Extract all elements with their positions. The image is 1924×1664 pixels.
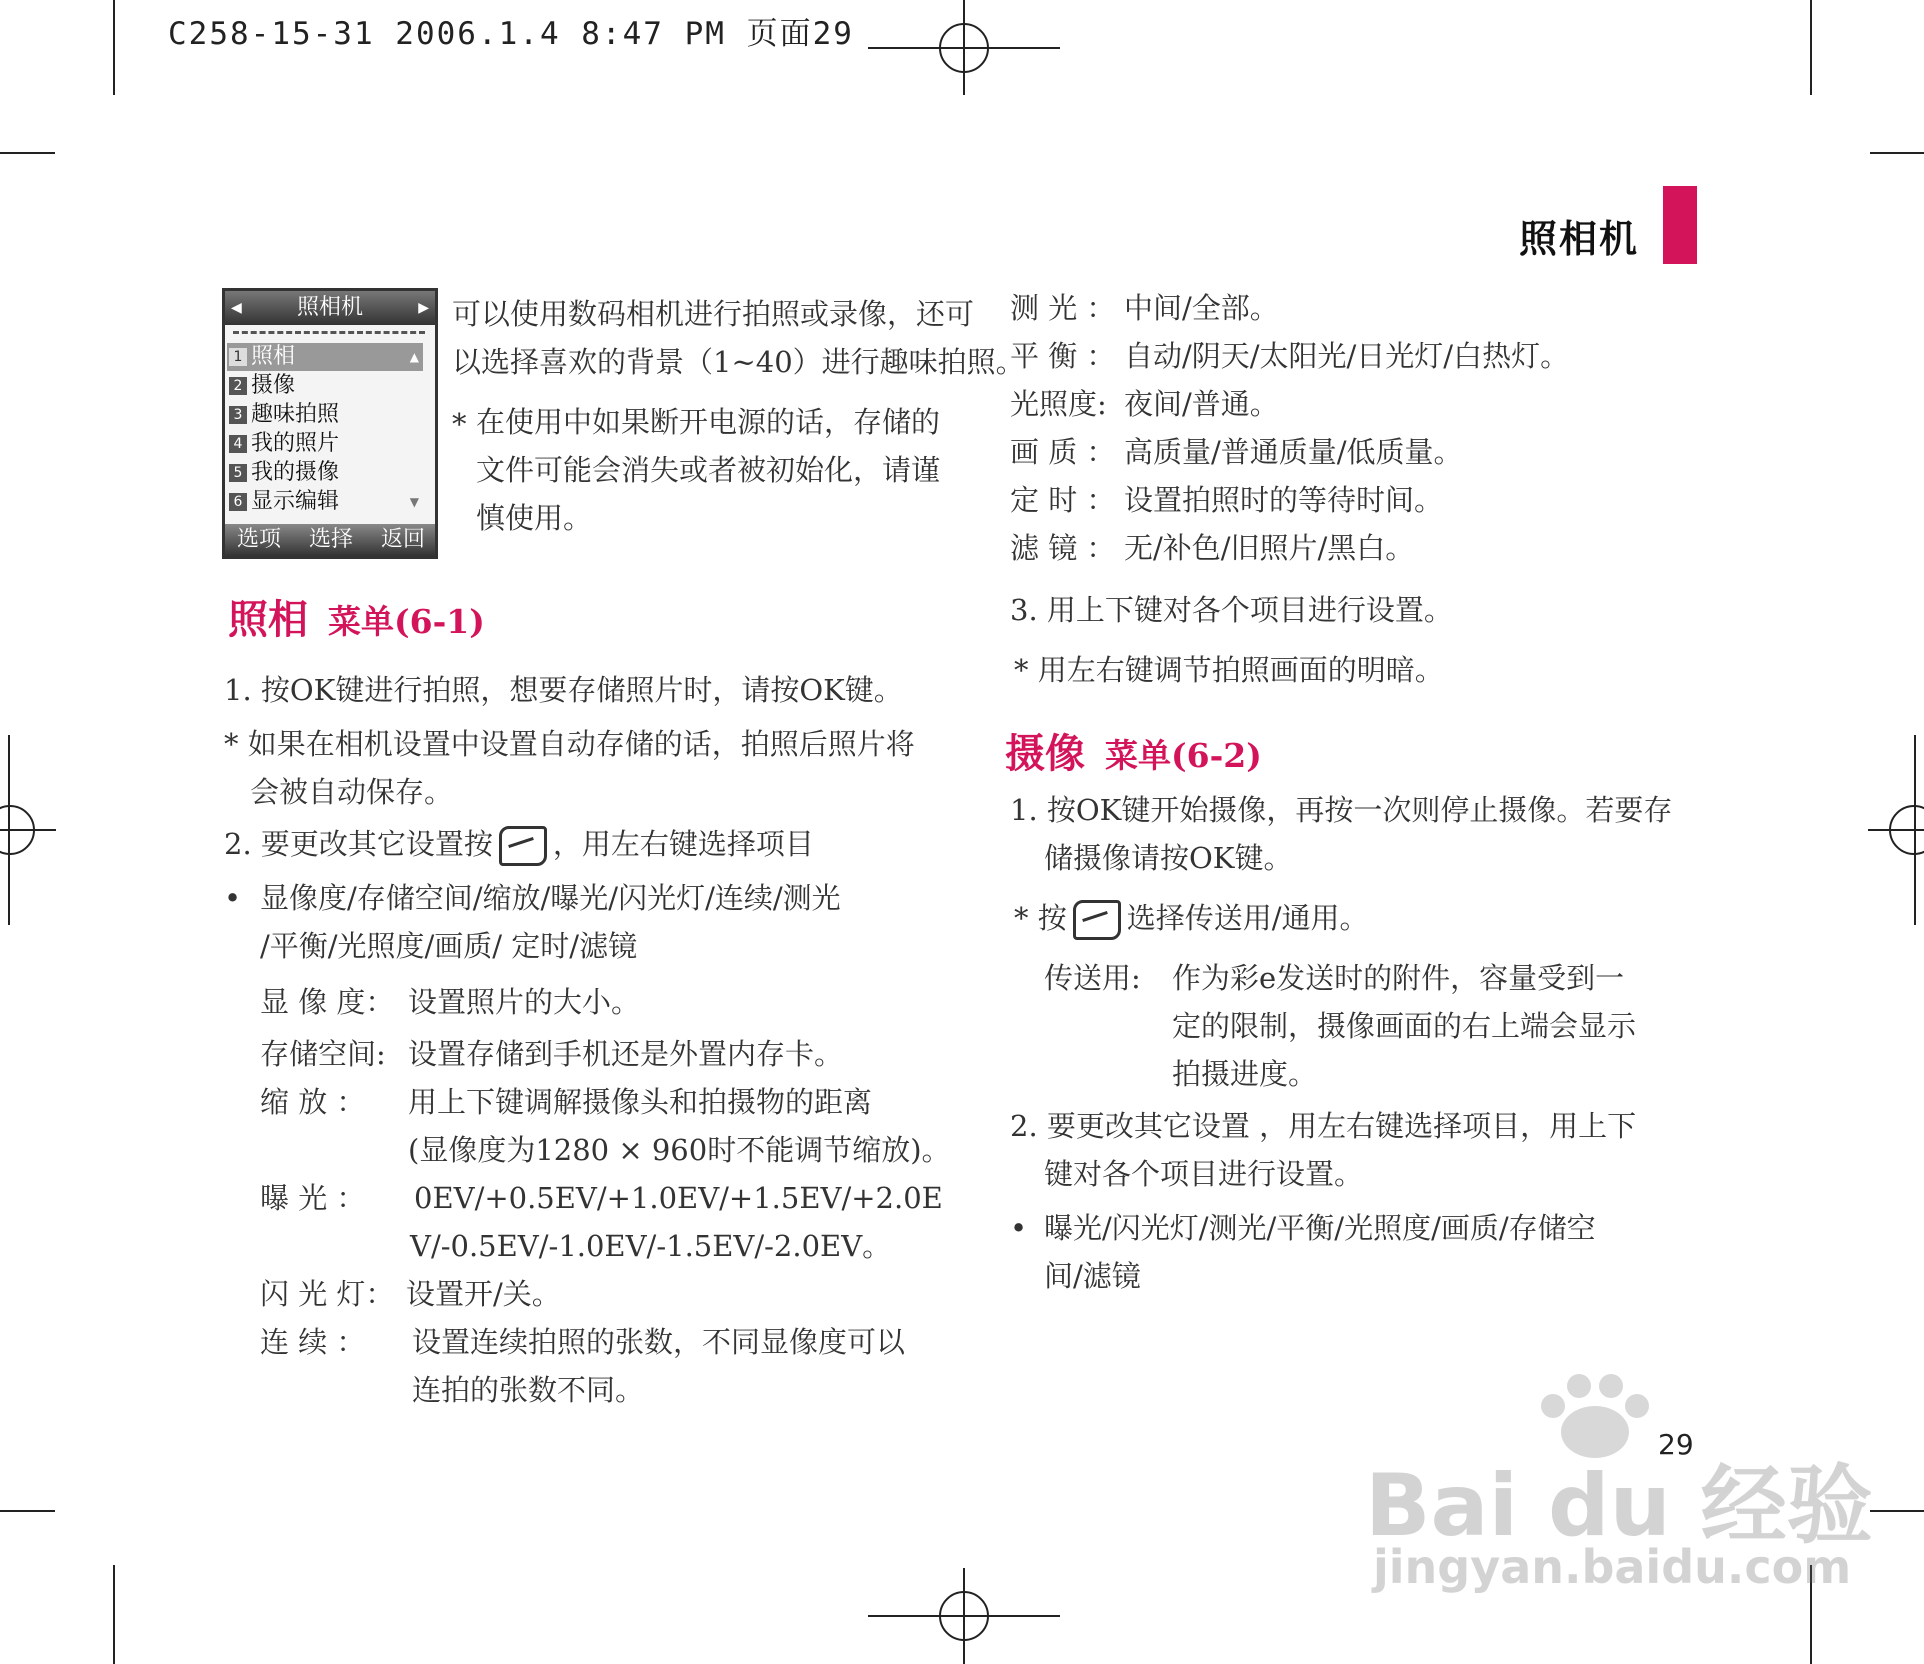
video-step-1: 1. 按OK键开始摄像，再按一次则停止摄像。若要存 [1010,793,1673,827]
def-value: 设置照片的大小。 [408,985,641,1019]
def-value: 定的限制，摄像画面的右上端会显示 [1172,1009,1637,1043]
photo-note-line: 会被自动保存。 [250,775,454,809]
def-value: 用上下键调解摄像头和拍摄物的距离 [408,1085,873,1119]
softkey-back: 返回 [380,527,425,552]
photo-step-3: 3. 用上下键对各个项目进行设置。 [1010,593,1453,627]
video-step-1: 储摄像请按OK键。 [1044,841,1293,875]
def-value: 夜间/普通。 [1124,387,1279,421]
photo-section-heading: 照相 菜单(6-1) [228,597,485,643]
intro-line: 以选择喜欢的背景（1~40）进行趣味拍照。 [452,345,1025,379]
phone-menu-title: 照相机 [225,291,435,325]
video-step-2: 键对各个项目进行设置。 [1044,1157,1364,1191]
def-value: 自动/阴天/太阳光/日光灯/白热灯。 [1124,339,1570,373]
def-value: 无/补色/旧照片/黑白。 [1124,531,1415,565]
watermark-brand: Bai du 经验 [1365,1456,1873,1556]
def-term: 平 衡 ： [1010,339,1116,373]
phone-menu-item: 3 趣味拍照 [227,401,423,429]
def-term: 光照度: [1010,387,1107,421]
photo-note-line: * 如果在相机设置中设置自动存储的话，拍照后照片将 [224,727,915,761]
def-value: 连拍的张数不同。 [412,1373,645,1407]
settings-list-line: 曝光/闪光灯/测光/平衡/光照度/画质/存储空 [1044,1211,1596,1245]
scroll-down-icon: ▼ [409,495,419,509]
def-value: 设置连续拍照的张数，不同显像度可以 [412,1325,906,1359]
softkey-options: 选项 [237,527,282,552]
def-value: 设置开/关。 [406,1277,561,1311]
settings-list-line: /平衡/光照度/画质/ 定时/滤镜 [260,929,638,963]
bullet-icon: • [224,881,242,915]
def-value: (显像度为1280 × 960时不能调节缩放)。 [408,1133,951,1167]
video-step-2: 2. 要更改其它设置 ，用左右键选择项目，用上下 [1010,1109,1637,1143]
def-term: 定 时 ： [1010,483,1116,517]
section-title: 照相机 [1518,217,1639,261]
phone-menu-divider [233,331,425,340]
phone-softkey-bar [225,524,435,556]
phone-menu-item: 5 我的摄像 [227,459,423,487]
def-value: 拍摄进度。 [1172,1057,1318,1091]
bullet-icon: • [1010,1211,1028,1245]
photo-step-1: 1. 按OK键进行拍照，想要存储照片时，请按OK键。 [224,673,903,707]
registration-mark-top [868,0,1060,95]
def-term: 曝 光 ： [260,1181,366,1215]
def-value: 设置拍照时的等待时间。 [1124,483,1444,517]
softkey-select: 选择 [309,527,354,552]
intro-note-line: 在使用中如果断开电源的话，存储的 [476,405,941,439]
function-key-icon [1073,900,1121,940]
page-number: 29 [1658,1428,1694,1461]
phone-menu-screenshot [222,288,438,559]
def-term: 显 像 度： [260,985,395,1019]
def-term: 存储空间: [260,1037,386,1071]
photo-step-2: 2. 要更改其它设置按 ，用左右键选择项目 [224,820,814,868]
right-arrow-icon: ▶ [418,300,429,316]
def-term: 传送用: [1044,961,1141,995]
def-term: 连 续 ： [260,1325,366,1359]
settings-list-line: 显像度/存储空间/缩放/曝光/闪光灯/连续/测光 [260,881,841,915]
note-mark: * [452,407,467,441]
phone-menu-item: 4 我的照片 [227,430,423,458]
def-term: 滤 镜 ： [1010,531,1116,565]
settings-list-line: 间/滤镜 [1044,1259,1141,1293]
def-value: 0EV/+0.5EV/+1.0EV/+1.5EV/+2.0E [414,1181,943,1215]
phone-menu-item: 2 摄像 [227,372,423,400]
registration-mark-left [0,780,56,880]
registration-mark-right [1868,780,1924,880]
registration-mark-bottom [868,1568,1060,1664]
def-value: 设置存储到手机还是外置内存卡。 [408,1037,844,1071]
print-imprint: C258-15-31 2006.1.4 8:47 PM 页面29 [168,16,854,52]
video-note: * 按 选择传送用/通用。 [1014,894,1369,942]
def-term: 画 质 ： [1010,435,1116,469]
phone-menu-item: 6 显示编辑 ▼ [227,488,423,516]
def-value: 作为彩e发送时的附件，容量受到一 [1172,961,1625,995]
def-value: 高质量/普通质量/低质量。 [1124,435,1463,469]
def-value: 中间/全部。 [1124,291,1279,325]
section-tab-marker [1663,186,1697,264]
def-term: 测 光 ： [1010,291,1116,325]
def-value: V/-0.5EV/-1.0EV/-1.5EV/-2.0EV。 [410,1229,892,1263]
watermark-url: jingyan.baidu.com [1373,1540,1852,1594]
phone-menu-item: 1 照相 ▲ [227,343,423,371]
scroll-up-icon: ▲ [409,350,419,364]
video-section-heading: 摄像 菜单(6-2) [1005,731,1262,777]
def-term: 缩 放 ： [260,1085,366,1119]
def-term: 闪 光 灯： [260,1277,395,1311]
intro-note-line: 文件可能会消失或者被初始化，请谨 [476,453,941,487]
left-arrow-icon: ◀ [231,300,242,316]
photo-note-brightness: * 用左右键调节拍照画面的明暗。 [1014,653,1444,687]
intro-line: 可以使用数码相机进行拍照或录像，还可 [452,297,975,331]
function-key-icon [499,826,547,866]
intro-note-line: 慎使用。 [476,501,593,535]
